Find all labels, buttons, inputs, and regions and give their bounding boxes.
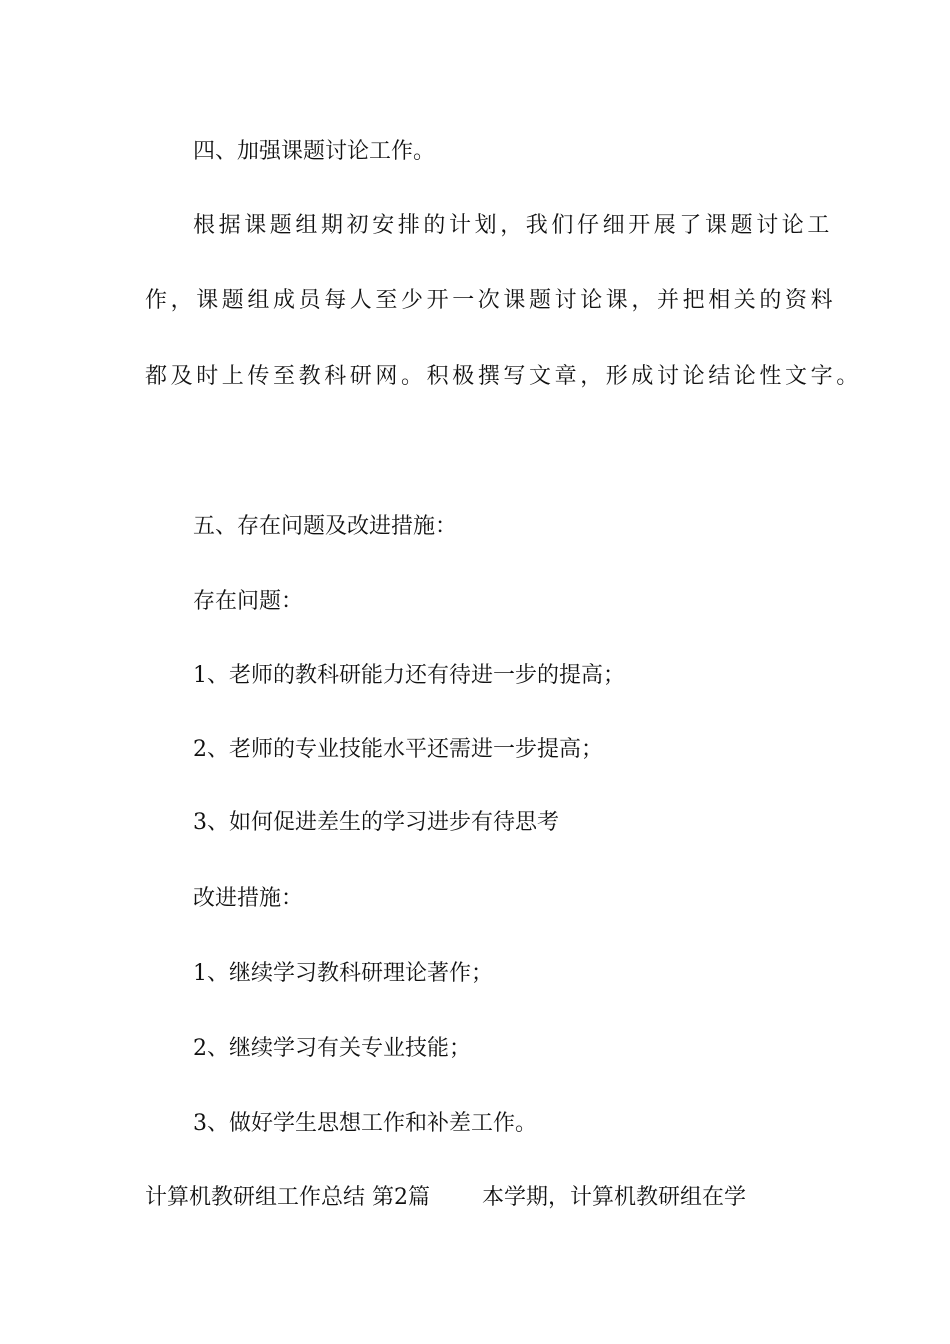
problem-item-3: 3、如何促进差生的学习进步有待思考	[193, 810, 559, 835]
section-4-paragraph-line-3: 都及时上传至教科研网。积极撰写文章，形成讨论结论性文字。	[145, 364, 862, 389]
measure-item-3: 3、做好学生思想工作和补差工作。	[193, 1111, 537, 1136]
measures-label: 改进措施：	[193, 886, 304, 911]
problem-item-1: 1、老师的教科研能力还有待进一步的提高；	[193, 663, 625, 688]
measure-item-2: 2、继续学习有关专业技能；	[193, 1036, 471, 1061]
section-4-heading: 四、加强课题讨论工作。	[193, 139, 436, 164]
section-5-heading: 五、存在问题及改进措施：	[193, 514, 458, 539]
next-article-intro: 本学期，计算机教研组在学	[482, 1185, 747, 1210]
next-article-title: 计算机教研组工作总结	[145, 1185, 366, 1210]
measure-item-1: 1、继续学习教科研理论著作；	[193, 961, 493, 986]
chapter-label: 第2篇	[372, 1185, 431, 1210]
problems-label: 存在问题：	[193, 589, 304, 614]
next-article-line	[145, 1183, 746, 1213]
section-4-paragraph-line-2: 作，课题组成员每人至少开一次课题讨论课，并把相关的资料	[145, 288, 837, 313]
section-4-paragraph-line-1: 根据课题组期初安排的计划，我们仔细开展了课题讨论工	[193, 213, 834, 238]
problem-item-2: 2、老师的专业技能水平还需进一步提高；	[193, 737, 603, 762]
